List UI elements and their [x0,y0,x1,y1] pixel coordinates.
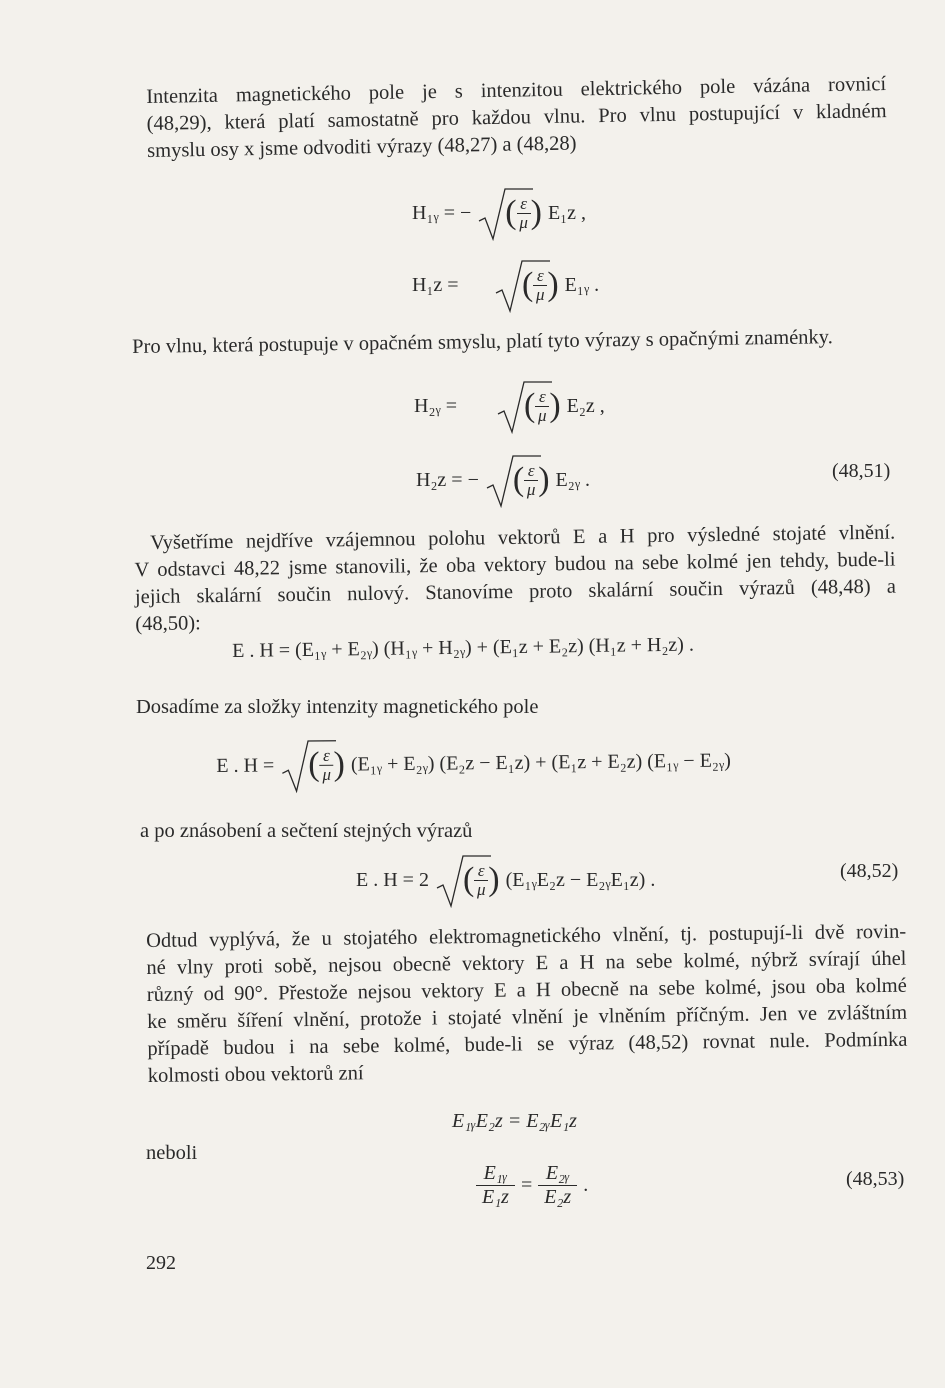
equation-text: E₁ᵧE₂z = E₂ᵧE₁z [452,1110,577,1132]
equation-rhs: (E₁ᵧ + E₂ᵧ) (E₂z − E₁z) + (E₁z + E₂z) (E₁ᵧ − E₂ᵧ) [350,749,731,776]
equation-lhs: H₂ᵧ = [414,394,457,417]
text-line: různý od 90°. Přestože nejsou vektory E a H obecně na sebe kolmé, jsou oba kolmé [146,974,907,1006]
equation-rhs: (E₁ᵧE₂z − E₂ᵧE₁z) . [505,868,656,891]
paragraph-2 [132,323,892,361]
sqrt-eps-mu: ( $\frac{\varepsilon}{\mu}$ ) [494,257,559,313]
equation-h2z [416,452,590,508]
equation-text: E . H = (E₁ᵧ + E₂ᵧ) (H₁ᵧ + H₂ᵧ) + (E₁z + E₂z) (H₁z + H₂z) . [232,633,695,662]
sqrt-eps-mu: ( $\frac{\varepsilon}{\mu}$ ) [485,452,550,508]
sqrt-eps-mu: ( $\frac{\varepsilon}{\mu}$ ) [477,185,542,241]
equation-lhs: E . H = 2 [356,868,429,891]
paragraph-4 [136,694,736,721]
text-line: ke směru šíření vlnění, protože i stojaté vlnění je vlněním příčným. Jen ve zvláštním [147,1001,908,1033]
page-number: 292 [146,1252,176,1274]
equation-rhs: E₁z , [547,201,587,224]
equation-substituted [216,733,731,794]
equation-rhs: E₁ᵧ . [564,273,600,296]
equation-rhs: E₂ᵧ . [555,468,591,491]
text-line: jejich skalární součin nulový. Stanovíme proto skalární součin výrazů (48,48) a [134,575,897,609]
text-line: (48,50): [135,612,201,636]
equation-number-53: (48,53) [846,1168,905,1190]
equation-dot-product [232,634,694,663]
fraction-left: E₁ᵧ E₁z [476,1162,515,1209]
text-line: neboli [146,1142,198,1164]
paragraph-1 [146,71,887,165]
equation-lhs: H₁ᵧ = − [412,201,472,224]
equation-h2y [414,378,605,434]
fraction-right: E₂ᵧ E₂z [538,1162,577,1209]
text-line: né vlny proti sobě, nejsou obecně vektory E a H na sebe kolmé, nýbrž svírají úhel [146,947,907,979]
text-line: V odstavci 48,22 jsme stanovili, že oba vektory budou na sebe kolmé jen tehdy, bude-li [134,548,896,582]
equation-number-52: (48,52) [840,860,899,882]
text-line: Odtud vyplývá, že u stojatého elektromagnetického vlnění, tj. postupují-li dvě rovin- [146,920,907,952]
sqrt-eps-mu: ( $\frac{\varepsilon}{\mu}$ ) [435,852,500,908]
text-line: Pro vlnu, která postupuje v opačném smyslu, platí tyto výrazy s opačnými znaménky. [132,326,833,358]
equation-h1y [412,185,586,241]
equation-rhs: E₂z , [566,394,605,417]
equation-h1z [412,257,599,313]
equation-lhs: H₂z = − [416,468,479,491]
equation-ratio: E₁ᵧ E₁z = E₂ᵧ E₂z . [476,1162,588,1209]
text-line: (48,29), která platí samostatně pro každou vlnu. Pro vlnu postupující v kladném [146,100,887,135]
equation-condition [452,1110,577,1133]
paragraph-5 [140,818,640,845]
text-line: Intenzita magnetického pole je s intenzitou elektrického pole vázána rovnicí [146,73,887,108]
text-line: kolmosti obou vektorů zní [147,1062,364,1087]
paragraph-3 [134,520,897,638]
equation-result [356,852,655,908]
text-line: Vyšetříme nejdříve vzájemnou polohu vektorů E a H pro výsledné stojaté vlnění. [150,521,896,554]
paragraph-6 [146,919,908,1090]
paragraph-7 [146,1140,346,1167]
text-line: případě budou i na sebe kolmé, bude-li se výraz (48,52) rovnat nule. Podmínka [147,1028,908,1060]
text-line: a po znásobení a sečtení stejných výrazů [140,820,473,842]
text-line: Dosadíme za složky intenzity magnetického pole [136,696,539,718]
text-line: smyslu osy x jsme odvoditi výrazy (48,27) a (48,28) [146,132,577,162]
sqrt-eps-mu: ( $\frac{\varepsilon}{\mu}$ ) [496,378,561,434]
equation-number-51: (48,51) [832,460,891,482]
equation-lhs: H₁z = [412,273,459,296]
equation-lhs: E . H = [216,753,275,777]
sqrt-eps-mu: ( $\frac{\varepsilon}{\mu}$ ) [280,737,345,794]
